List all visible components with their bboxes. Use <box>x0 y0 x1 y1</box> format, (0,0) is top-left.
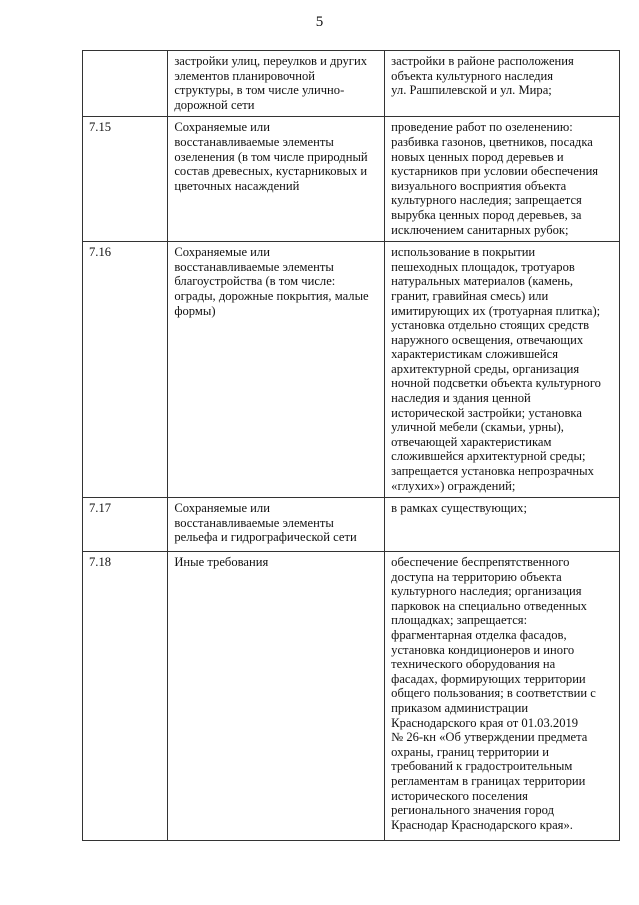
text-line: уличной мебели (скамьи, урны), <box>391 420 564 435</box>
text-line: разбивка газонов, цветников, посадка <box>391 134 593 149</box>
text-line: благоустройства (в том числе: <box>174 274 336 289</box>
text-line: цветочных насаждений <box>174 178 300 193</box>
text-line: гранит, гравийная смесь) или <box>391 288 549 303</box>
text-line: характеристикам сложившейся <box>391 347 558 362</box>
text-line: доступа на территорию объекта <box>391 569 562 584</box>
text-line: пешеходных площадок, тротуаров <box>391 259 575 274</box>
text-line: Сохраняемые или <box>174 245 270 260</box>
text-line: застройки в районе расположения <box>391 54 574 68</box>
requirements-cell <box>385 51 620 117</box>
text-line: охраны, границ территории и <box>391 744 549 759</box>
protected-element-cell <box>168 552 385 841</box>
text-line: общего пользования; в соответствии с <box>391 686 596 701</box>
page-number: 5 <box>315 14 324 30</box>
text-line: регионального значения город <box>391 803 554 818</box>
text-line: фрагментарная отделка фасадов, <box>391 627 567 642</box>
text-line: технического оборудования на <box>391 657 556 672</box>
table-row <box>83 552 620 841</box>
text-line: застройки улиц, переулков и других <box>174 54 368 68</box>
text-line: установка кондиционеров и иного <box>391 642 575 657</box>
text-line: озеленения (в том числе природный <box>174 149 368 164</box>
text-line: проведение работ по озеленению: <box>391 120 573 135</box>
text-line: наследия и здания ценной <box>391 391 531 406</box>
text-line: Сохраняемые или <box>174 120 270 135</box>
text-line: Сохраняемые или <box>174 501 270 516</box>
text-line: рельефа и гидрографической сети <box>174 530 357 545</box>
protected-element-cell <box>168 117 385 242</box>
protected-element-cell <box>168 498 385 552</box>
item-number-cell: 7.16 <box>83 242 168 498</box>
text-line: новых ценных пород деревьев и <box>391 149 564 164</box>
text-line: запрещается установка непрозрачных <box>391 464 594 479</box>
text-line: объекта культурного наследия <box>391 68 554 83</box>
table-body <box>83 51 620 841</box>
text-line: Иные требования <box>174 555 269 569</box>
text-line: восстанавливаемые элементы <box>174 134 334 149</box>
requirements-cell <box>385 242 620 498</box>
text-line: исключением санитарных рубок; <box>391 222 569 237</box>
text-line: Краснодарского края от 01.03.2019 <box>391 715 579 730</box>
text-line: приказом администрации <box>391 700 529 715</box>
item-number-cell: 7.17 <box>83 498 168 552</box>
text-line: отвечающей характеристикам <box>391 434 552 449</box>
text-line: исторического поселения <box>391 788 528 803</box>
requirements-table <box>82 50 620 841</box>
text-line: восстанавливаемые элементы <box>174 515 334 530</box>
text-line: формы) <box>174 303 216 318</box>
requirements-cell <box>385 498 620 552</box>
protected-element-cell <box>168 242 385 498</box>
text-line: культурного наследия; организация <box>391 584 582 599</box>
text-line: натуральных материалов (камень, <box>391 274 574 289</box>
text-line: ул. Рашпилевской и ул. Мира; <box>391 83 552 98</box>
text-line: парковок на специально отведенных <box>391 598 587 613</box>
text-line: требований к градостроительным <box>391 759 573 774</box>
text-line: использование в покрытии <box>391 245 536 260</box>
text-line: культурного наследия; запрещается <box>391 193 582 208</box>
text-line: состав древесных, кустарниковых и <box>174 164 368 179</box>
item-number-cell: 7.18 <box>83 552 168 841</box>
text-line: регламентам в границах территории <box>391 773 586 788</box>
text-line: структуры, в том числе улично- <box>174 83 345 98</box>
protected-element-cell <box>168 51 385 117</box>
text-line: № 26-кн «Об утверждении предмета <box>391 730 588 745</box>
text-line: дорожной сети <box>174 97 255 112</box>
text-line: элементов планировочной <box>174 68 316 83</box>
item-number-cell <box>83 51 168 117</box>
text-line: архитектурной среды, организация <box>391 361 580 376</box>
text-line: обеспечение беспрепятственного <box>391 555 570 569</box>
text-line: визуального восприятия объекта <box>391 178 567 193</box>
table-row <box>83 117 620 242</box>
item-number-cell: 7.15 <box>83 117 168 242</box>
table-row <box>83 498 620 552</box>
text-line: фасадах, формирующих территории <box>391 671 586 686</box>
text-line: сложившейся архитектурной среды; <box>391 449 586 464</box>
text-line: имитирующих их (тротуарная плитка); <box>391 303 601 318</box>
text-line: ограды, дорожные покрытия, малые <box>174 288 369 303</box>
text-line: установка отдельно стоящих средств <box>391 318 590 333</box>
requirements-cell <box>385 117 620 242</box>
text-line: Краснодар Краснодарского края». <box>391 817 573 832</box>
text-line: ночной подсветки объекта культурного <box>391 376 601 391</box>
text-line: наружного освещения, отвечающих <box>391 332 584 347</box>
table-row <box>83 51 620 117</box>
text-line: исторической застройки; установка <box>391 405 582 420</box>
requirements-cell <box>385 552 620 841</box>
text-line: «глухих») ограждений; <box>391 478 516 493</box>
text-line: кустарников при условии обеспечения <box>391 164 599 179</box>
text-line: вырубка ценных пород деревьев, за <box>391 207 582 222</box>
text-line: восстанавливаемые элементы <box>174 259 334 274</box>
table-row <box>83 242 620 498</box>
text-line: в рамках существующих; <box>391 501 527 516</box>
text-line: площадках; запрещается: <box>391 613 528 628</box>
